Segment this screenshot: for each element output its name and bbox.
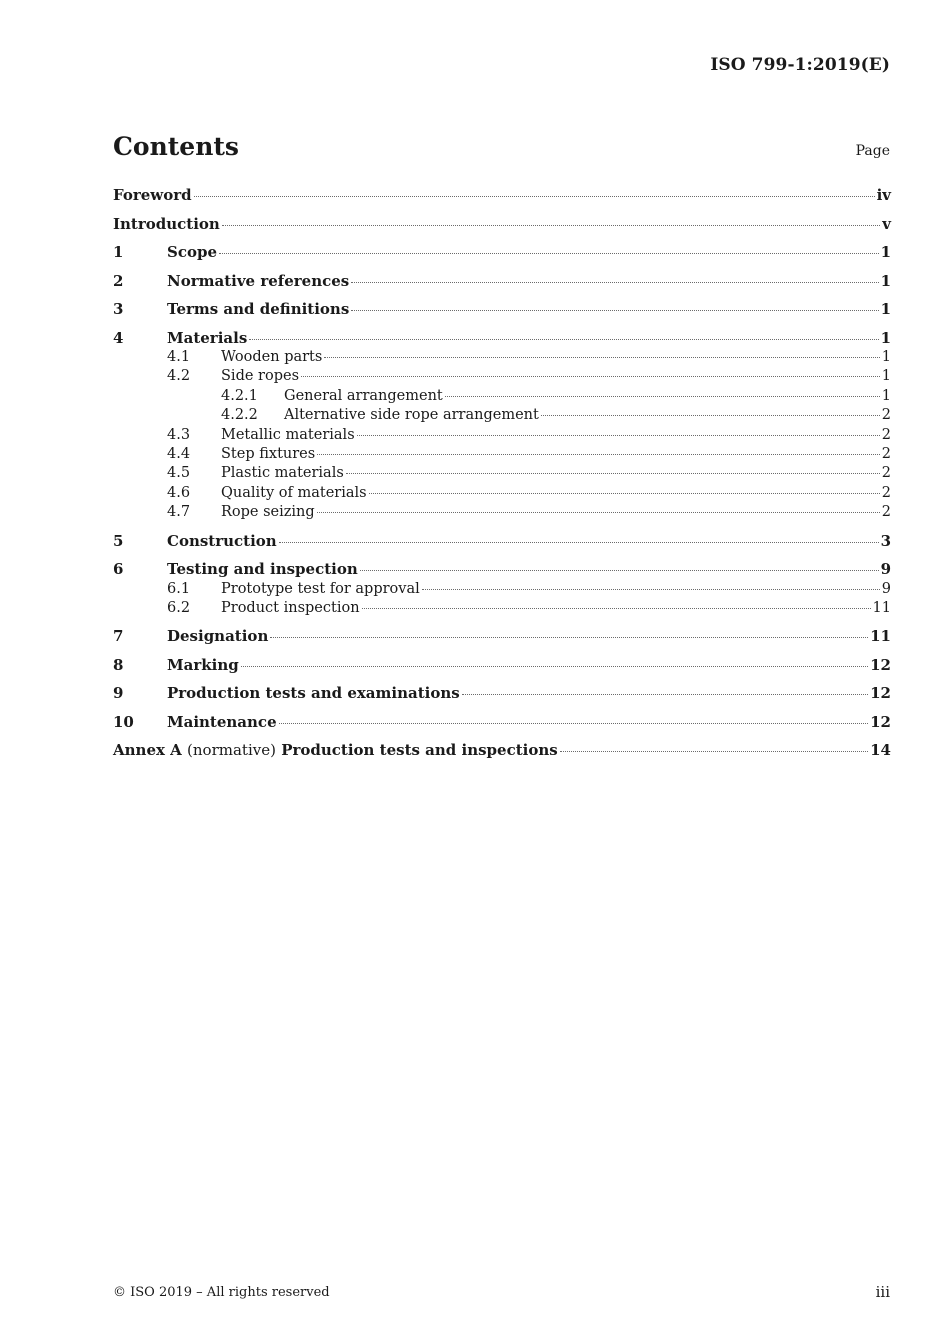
toc-entry-number: 4.7 bbox=[167, 504, 191, 521]
toc-entry-title: Metallic materials bbox=[221, 426, 355, 443]
footer-page-number: iii bbox=[875, 1283, 890, 1301]
dot-leader bbox=[279, 542, 879, 543]
toc-entry-title: Quality of materials bbox=[221, 484, 367, 501]
toc-entry-page: 1 bbox=[881, 387, 891, 404]
toc-entry-page: 1 bbox=[881, 368, 891, 385]
dot-leader bbox=[541, 415, 880, 416]
dot-leader bbox=[422, 589, 880, 590]
toc-entry-number: 6.1 bbox=[167, 580, 191, 597]
toc-entry-page: iv bbox=[876, 186, 891, 204]
dot-leader bbox=[279, 723, 869, 724]
toc-entry-number: 8 bbox=[113, 655, 124, 674]
toc-entry-title: Product inspection bbox=[221, 599, 360, 616]
toc-entry-page: 2 bbox=[881, 407, 891, 424]
document-id: ISO 799-1:2019(E) bbox=[710, 55, 890, 75]
toc-entry[interactable] bbox=[113, 599, 891, 618]
toc-entry[interactable] bbox=[113, 367, 891, 386]
toc-entry-title: Construction bbox=[167, 531, 277, 550]
toc-entry-page: 2 bbox=[881, 465, 891, 482]
toc-entry[interactable] bbox=[113, 713, 891, 733]
toc-entry-page: 11 bbox=[872, 599, 891, 616]
dot-leader bbox=[241, 666, 868, 667]
dot-leader bbox=[346, 473, 880, 474]
dot-leader bbox=[317, 454, 880, 455]
dot-leader bbox=[194, 196, 875, 197]
toc-entry[interactable] bbox=[113, 387, 891, 406]
toc-entry-title: Maintenance bbox=[167, 712, 277, 731]
toc-entry-number: 4.2.1 bbox=[221, 387, 258, 404]
dot-leader bbox=[462, 694, 868, 695]
page-column-label: Page bbox=[855, 143, 890, 159]
toc-entry-page: 12 bbox=[870, 712, 891, 731]
toc-entry-number: 6 bbox=[113, 560, 124, 579]
toc-entry-title: Alternative side rope arrangement bbox=[284, 407, 539, 424]
toc-entry-number: 7 bbox=[113, 627, 124, 646]
dot-leader bbox=[301, 376, 880, 377]
toc-entry-page: 2 bbox=[881, 426, 891, 443]
toc-entry[interactable] bbox=[113, 627, 891, 647]
toc-entry[interactable] bbox=[113, 684, 891, 704]
toc-entry-page: 3 bbox=[880, 531, 891, 550]
toc-entry[interactable] bbox=[113, 348, 891, 367]
toc-entry[interactable] bbox=[113, 215, 891, 235]
toc-entry-page: 1 bbox=[881, 349, 891, 365]
toc-entry[interactable] bbox=[113, 580, 891, 599]
dot-leader bbox=[270, 637, 868, 638]
toc-entry-page: 1 bbox=[880, 328, 891, 347]
toc-entry-number: 4.5 bbox=[167, 465, 191, 482]
toc-entry-number: 4.2 bbox=[167, 368, 191, 385]
toc-entry-number: 4.4 bbox=[167, 445, 191, 462]
dot-leader bbox=[560, 751, 868, 752]
toc-entry-page: 1 bbox=[880, 243, 891, 261]
dot-leader bbox=[222, 225, 880, 226]
dot-leader bbox=[445, 396, 880, 397]
footer-copyright: © ISO 2019 – All rights reserved bbox=[113, 1285, 330, 1300]
toc-entry-title: General arrangement bbox=[284, 387, 443, 404]
toc-entry-page: 11 bbox=[870, 627, 891, 646]
annex-type: (normative) bbox=[187, 741, 276, 760]
dot-leader bbox=[357, 435, 880, 436]
toc-entry-title: Plastic materials bbox=[221, 465, 344, 482]
toc-entry[interactable] bbox=[113, 272, 891, 292]
toc-entry[interactable] bbox=[113, 503, 891, 522]
table-of-contents bbox=[113, 183, 891, 761]
toc-entry[interactable] bbox=[113, 484, 891, 503]
contents-title: Contents bbox=[113, 132, 240, 161]
toc-entry-page: 2 bbox=[881, 484, 891, 501]
toc-entry[interactable] bbox=[113, 300, 891, 320]
dot-leader bbox=[249, 339, 878, 340]
toc-entry-number: 4.1 bbox=[167, 349, 191, 365]
dot-leader bbox=[369, 493, 880, 494]
toc-entry-title: Scope bbox=[167, 243, 218, 261]
toc-entry-title: Rope seizing bbox=[221, 504, 315, 521]
toc-entry-page: 1 bbox=[880, 271, 891, 290]
toc-entry-title: Designation bbox=[167, 627, 269, 646]
toc-entry-title: Terms and definitions bbox=[167, 300, 350, 318]
toc-entry-number: 4.6 bbox=[167, 484, 191, 501]
toc-entry[interactable] bbox=[113, 532, 891, 552]
toc-entry-number: 4.3 bbox=[167, 426, 191, 443]
toc-entry-number: 4 bbox=[113, 328, 124, 347]
toc-entry-title bbox=[113, 741, 558, 761]
toc-entry-page: 9 bbox=[881, 580, 891, 597]
toc-entry-page: 14 bbox=[870, 741, 891, 760]
toc-entry-title: Step fixtures bbox=[221, 445, 316, 462]
annex-title: Production tests and inspections bbox=[281, 741, 558, 760]
toc-entry[interactable] bbox=[113, 445, 891, 464]
toc-entry-number: 10 bbox=[113, 712, 134, 731]
toc-entry-number: 2 bbox=[113, 271, 124, 290]
toc-entry-title: Introduction bbox=[113, 214, 220, 233]
toc-entry[interactable] bbox=[113, 426, 891, 445]
toc-entry-title: Prototype test for approval bbox=[221, 580, 420, 597]
toc-entry-page: v bbox=[882, 214, 891, 233]
toc-entry-number: 1 bbox=[113, 243, 124, 261]
toc-entry-page: 9 bbox=[880, 560, 891, 579]
dot-leader bbox=[360, 570, 879, 571]
toc-entry[interactable] bbox=[113, 243, 891, 263]
dot-leader bbox=[317, 512, 880, 513]
dot-leader bbox=[324, 357, 879, 358]
dot-leader bbox=[362, 608, 871, 609]
annex-label: Annex A bbox=[113, 741, 182, 760]
toc-entry-title: Side ropes bbox=[221, 368, 300, 385]
toc-entry-title: Production tests and examinations bbox=[167, 684, 460, 703]
toc-entry-number: 3 bbox=[113, 300, 124, 318]
dot-leader bbox=[219, 253, 879, 254]
toc-entry[interactable] bbox=[113, 329, 891, 349]
toc-entry-title: Wooden parts bbox=[221, 349, 323, 365]
toc-entry-title: Foreword bbox=[113, 186, 192, 204]
dot-leader bbox=[351, 282, 878, 283]
toc-entry-number: 4.2.2 bbox=[221, 407, 258, 424]
toc-entry-page: 12 bbox=[870, 655, 891, 674]
toc-entry[interactable] bbox=[113, 560, 891, 580]
toc-entry[interactable] bbox=[113, 656, 891, 676]
toc-entry-number: 6.2 bbox=[167, 599, 191, 616]
toc-entry-page: 12 bbox=[870, 684, 891, 703]
toc-entry[interactable] bbox=[113, 186, 891, 206]
toc-entry-title: Marking bbox=[167, 655, 239, 674]
toc-entry-title: Testing and inspection bbox=[167, 560, 358, 579]
toc-entry-title: Normative references bbox=[167, 271, 350, 290]
toc-entry[interactable] bbox=[113, 464, 891, 483]
dot-leader bbox=[351, 310, 878, 311]
toc-entry-page: 2 bbox=[881, 504, 891, 521]
toc-entry-number: 5 bbox=[113, 531, 124, 550]
toc-entry-title: Materials bbox=[167, 328, 248, 347]
toc-entry-page: 2 bbox=[881, 445, 891, 462]
toc-entry-number: 9 bbox=[113, 684, 124, 703]
toc-entry[interactable] bbox=[113, 406, 891, 425]
toc-entry[interactable] bbox=[113, 741, 891, 761]
toc-entry-page: 1 bbox=[880, 300, 891, 318]
